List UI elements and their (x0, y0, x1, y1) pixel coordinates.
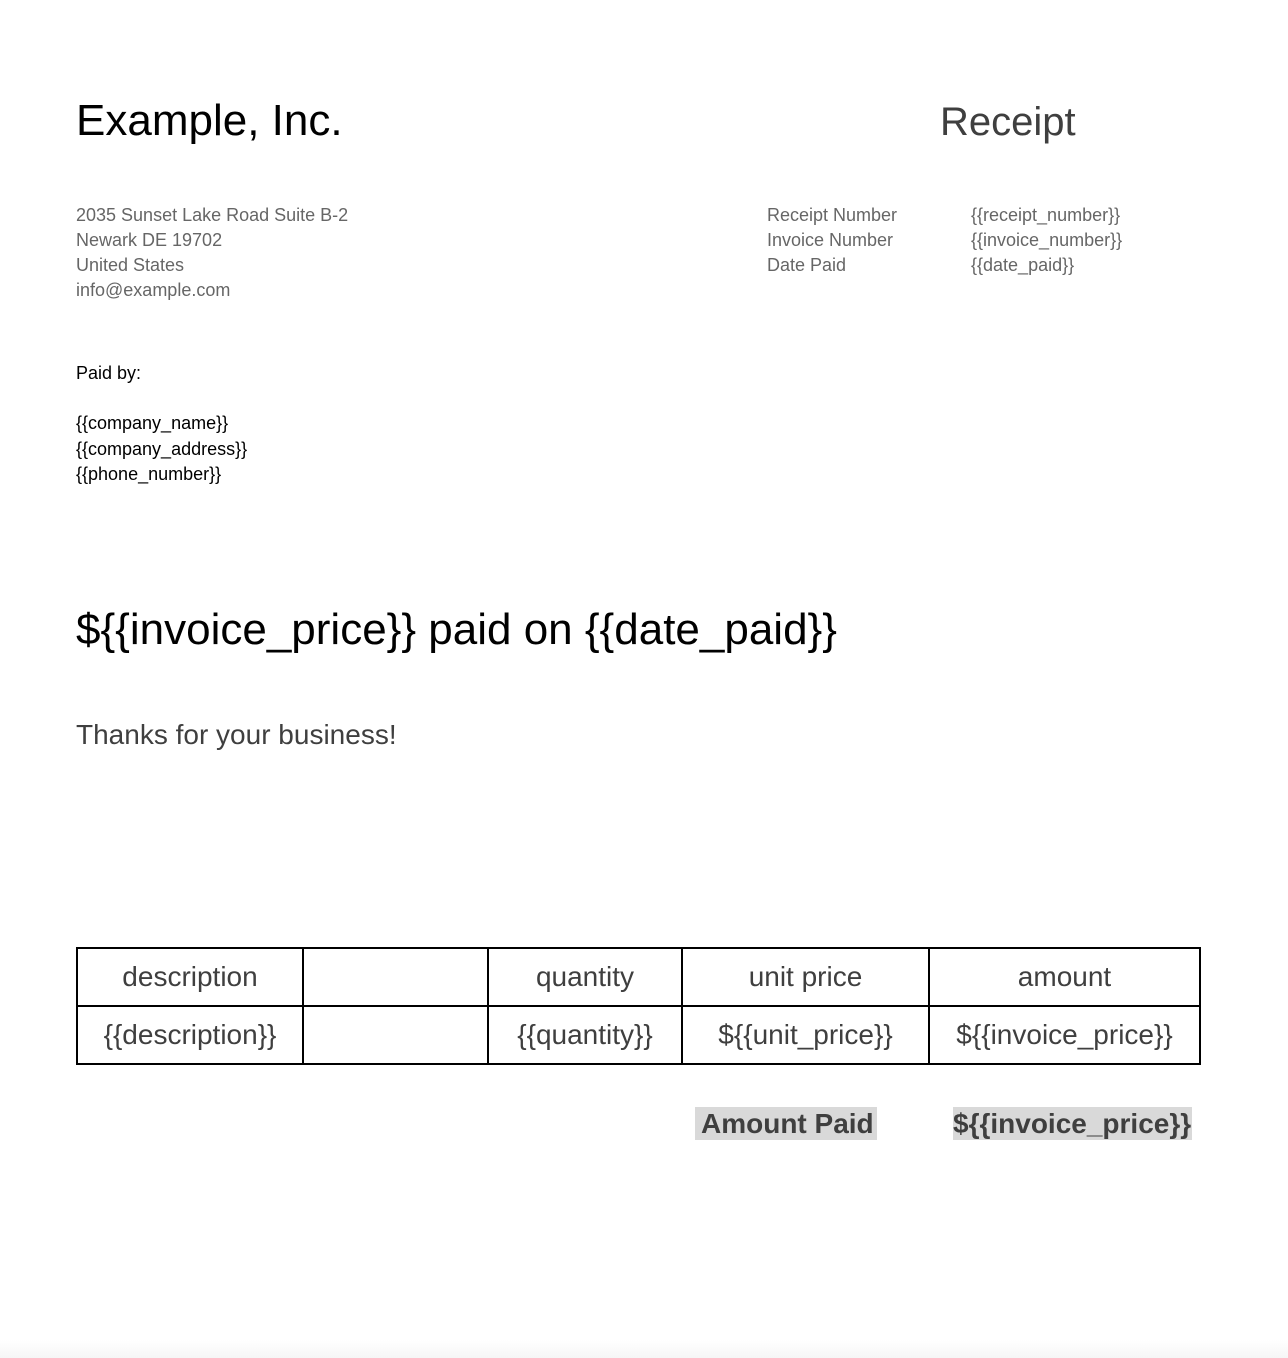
meta-row-receipt-number (767, 203, 1122, 228)
cell-amount: ${{invoice_price}} (929, 1006, 1200, 1064)
payer-phone-number: {{phone_number}} (76, 464, 222, 484)
thanks-message: Thanks for your business! (76, 719, 397, 750)
meta-row-date-paid (767, 253, 1122, 278)
header-unit-price: unit price (682, 948, 929, 1006)
amount-paid-label: Amount Paid (695, 1107, 877, 1140)
page-bottom-edge (0, 1340, 1288, 1358)
meta-label: Receipt Number (767, 205, 898, 225)
cell-description: {{description}} (77, 1006, 303, 1064)
payer-company-name: {{company_name}} (76, 413, 229, 433)
line-items-table (76, 947, 1201, 1065)
meta-value: {{receipt_number}} (971, 205, 1121, 225)
header-description: description (77, 948, 303, 1006)
address-line: United States (76, 255, 185, 275)
cell-unit-price: ${{unit_price}} (682, 1006, 929, 1064)
cell-quantity: {{quantity}} (488, 1006, 682, 1064)
amount-paid-value: ${{invoice_price}} (953, 1108, 1192, 1139)
meta-value: {{invoice_number}} (971, 230, 1123, 250)
payment-headline: ${{invoice_price}} paid on {{date_paid}} (76, 605, 837, 654)
payer-company-address: {{company_address}} (76, 438, 248, 459)
company-name: Example, Inc. (76, 96, 343, 145)
header-amount: amount (929, 948, 1200, 1006)
header-quantity: quantity (488, 948, 682, 1006)
company-address (76, 203, 348, 303)
meta-label: Invoice Number (767, 230, 894, 250)
table-header-row (77, 948, 1200, 1006)
table-row (77, 1006, 1200, 1064)
paid-by-label: Paid by: (76, 363, 142, 383)
address-line: Newark DE 19702 (76, 230, 223, 250)
cell-blank (303, 1006, 488, 1064)
document-title: Receipt (940, 100, 1076, 144)
receipt-meta (767, 203, 1122, 278)
meta-label: Date Paid (767, 255, 847, 275)
header-blank (303, 948, 488, 1006)
company-email: info@example.com (76, 280, 231, 300)
meta-value: {{date_paid}} (971, 255, 1075, 275)
meta-row-invoice-number (767, 228, 1122, 253)
address-line: 2035 Sunset Lake Road Suite B-2 (76, 205, 349, 225)
payer-details (76, 411, 247, 488)
